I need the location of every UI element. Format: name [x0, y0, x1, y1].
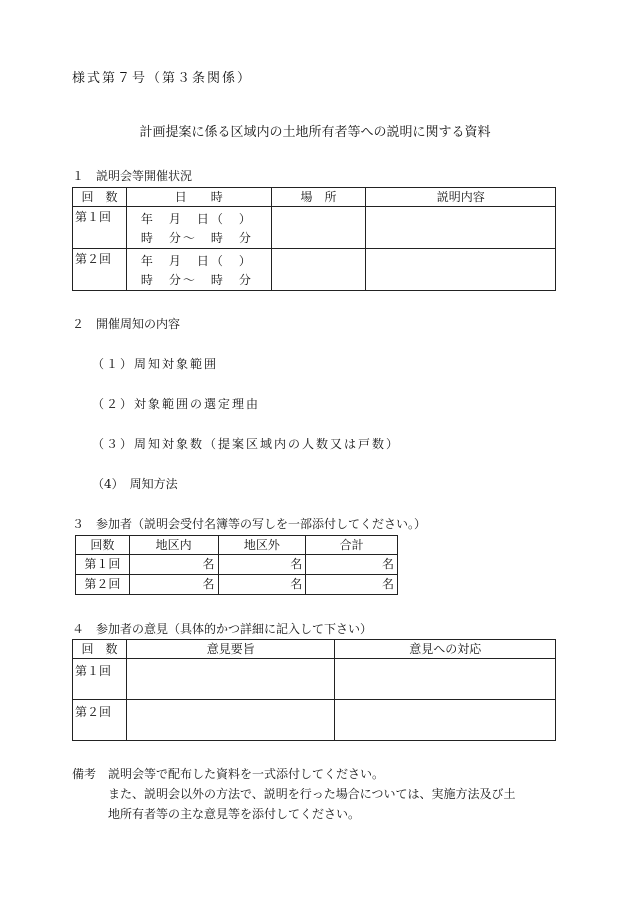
schedule-place-cell: [271, 249, 366, 291]
opinions-summary-cell: [126, 659, 335, 700]
section1-heading: １ 説明会等開催状況: [72, 169, 193, 183]
participants-row-label: 第２回: [76, 575, 130, 595]
opinions-row-label: 第１回: [75, 664, 112, 678]
notes-line-3: 地所有者等の主な意見等を添付してください。: [108, 807, 361, 821]
opinions-response-cell: [335, 659, 556, 700]
schedule-time-line: 時 分〜 時 分: [140, 231, 253, 245]
participants-unit: 名: [218, 575, 306, 595]
schedule-time-line: 時 分〜 時 分: [140, 273, 253, 287]
participants-unit: 名: [306, 555, 398, 575]
notice-item-2: （２）対象範囲の選定理由: [92, 397, 261, 411]
schedule-table: [72, 187, 556, 291]
participants-header-inside: 地区内: [129, 536, 218, 555]
section4-heading: ４ 参加者の意見（具体的かつ詳細に記入して下さい）: [72, 622, 373, 636]
schedule-row-label: 第１回: [75, 210, 112, 224]
section3-heading: ３ 参加者（説明会受付名簿等の写しを一部添付してください。）: [72, 517, 427, 531]
notes-label: 備考: [72, 767, 97, 781]
table-row: [73, 207, 556, 249]
participants-row-label: 第１回: [76, 555, 130, 575]
opinions-row-label: 第２回: [75, 705, 112, 719]
participants-unit: 名: [129, 575, 218, 595]
schedule-row-label: 第２回: [75, 252, 112, 266]
opinions-header-response: 意見への対応: [335, 640, 556, 659]
notice-item-4: （4） 周知方法: [92, 477, 178, 491]
schedule-content-cell: [366, 249, 556, 291]
participants-unit: 名: [306, 575, 398, 595]
schedule-header-place: 場 所: [271, 188, 366, 207]
participants-unit: 名: [218, 555, 306, 575]
opinions-summary-cell: [126, 700, 335, 741]
notes-line-2: また、説明会以外の方法で、説明を行った場合については、実施方法及び土: [108, 787, 516, 801]
opinions-table: [72, 639, 556, 741]
participants-header-outside: 地区外: [218, 536, 306, 555]
schedule-header-content: 説明内容: [366, 188, 556, 207]
schedule-place-cell: [271, 207, 366, 249]
table-row: [73, 700, 556, 741]
schedule-content-cell: [366, 207, 556, 249]
form-number: 様式第７号（第３条関係）: [72, 71, 253, 86]
page-title: 計画提案に係る区域内の土地所有者等への説明に関する資料: [139, 125, 491, 140]
schedule-date-line: 年 月 日（ ）: [140, 212, 253, 226]
opinions-header-summary: 意見要旨: [126, 640, 335, 659]
participants-header-total: 合計: [306, 536, 398, 555]
section2-heading: ２ 開催周知の内容: [72, 317, 181, 331]
table-row: [76, 555, 398, 575]
participants-header-count: 回数: [76, 536, 130, 555]
notes-line-1: 説明会等で配布した資料を一式添付してください。: [108, 767, 385, 781]
opinions-header-count: 回 数: [73, 640, 127, 659]
schedule-header-count: 回 数: [73, 188, 127, 207]
participants-table: [75, 535, 398, 595]
schedule-date-line: 年 月 日（ ）: [140, 254, 253, 268]
notice-item-1: （１）周知対象範囲: [92, 357, 219, 371]
opinions-response-cell: [335, 700, 556, 741]
notice-item-3: （３）周知対象数（提案区域内の人数又は戸数）: [92, 437, 401, 451]
table-row: [73, 659, 556, 700]
schedule-header-datetime: 日 時: [126, 188, 271, 207]
participants-unit: 名: [129, 555, 218, 575]
table-row: [76, 575, 398, 595]
table-row: [73, 249, 556, 291]
